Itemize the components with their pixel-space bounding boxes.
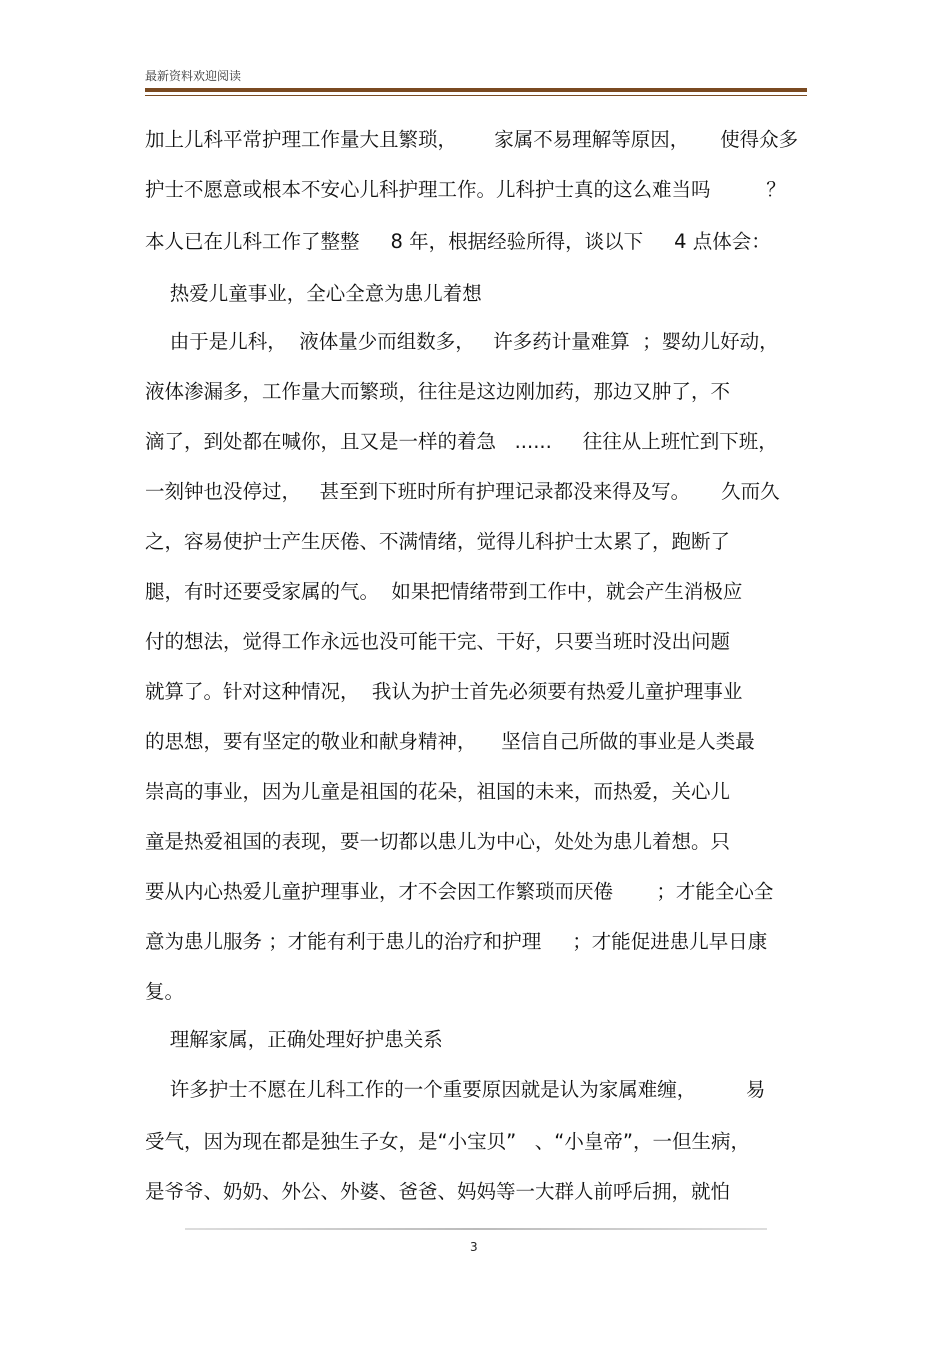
body-line: 滴了，到处都在喊你，且又是一样的着急 ...... 往往从上班忙到下班，	[145, 430, 778, 453]
body-line: 童是热爱祖国的表现，要一切都以患儿为中心，处处为患儿着想。只	[145, 830, 731, 853]
body-line: 许多护士不愿在儿科工作的一个重要原因就是认为家属难缠， 易	[145, 1078, 766, 1101]
body-line: 热爱儿童事业，全心全意为患儿着想	[145, 282, 482, 305]
body-line: 是爷爷、奶奶、外公、外婆、爸爸、妈妈等一大群人前呼后拥，就怕	[145, 1180, 731, 1203]
body-line: 本人已在儿科工作了整整 8 年，根据经验所得，谈以下 4 点体会：	[145, 230, 771, 253]
body-line: 意为患儿服务 ；才能有利于患儿的治疗和护理 ；才能促进患儿早日康	[145, 930, 768, 953]
body-line: 就算了。针对这种情况， 我认为护士首先必须要有热爱儿童护理事业	[145, 680, 743, 703]
body-line: 崇高的事业，因为儿童是祖国的花朵，祖国的未来，而热爱，关心儿	[145, 780, 731, 803]
body-line: 之，容易使护士产生厌倦、不满情绪，觉得儿科护士太累了，跑断了	[145, 530, 731, 553]
page-number: 3	[470, 1240, 478, 1254]
body-line: 复。	[145, 980, 185, 1003]
body-line: 液体渗漏多，工作量大而繁琐，往往是这边刚加药，那边又肿了，不	[145, 380, 731, 403]
body-line: 由于是儿科， 液体量少而组数多， 许多药计量难算 ；婴幼儿好动，	[145, 330, 779, 353]
running-header: 最新资料欢迎阅读	[145, 69, 242, 83]
footer-divider	[185, 1228, 767, 1230]
body-line: 受气，因为现在都是独生子女，是“小宝贝” 、“小皇帝”，一但生病，	[145, 1130, 751, 1153]
body-line: 理解家属，正确处理好护患关系	[145, 1028, 443, 1051]
body-line: 一刻钟也没停过， 甚至到下班时所有护理记录都没来得及写。 久而久	[145, 480, 780, 503]
body-line: 加上儿科平常护理工作量大且繁琐， 家属不易理解等原因， 使得众多	[145, 128, 799, 151]
body-line: 要从内心热爱儿童护理事业，才不会因工作繁琐而厌倦 ；才能全心全	[145, 880, 774, 903]
header-divider-thick	[145, 88, 807, 92]
body-line: 腿，有时还要受家属的气。 如果把情绪带到工作中，就会产生消极应	[145, 580, 743, 603]
body-line: 付的想法，觉得工作永远也没可能干完、干好，只要当班时没出问题	[145, 630, 731, 653]
body-line: 的思想，要有坚定的敬业和献身精神， 坚信自己所做的事业是人类最	[145, 730, 755, 753]
body-line: 护士不愿意或根本不安心儿科护理工作。儿科护士真的这么难当吗 ？	[145, 178, 786, 201]
header-divider-thin	[145, 95, 807, 96]
